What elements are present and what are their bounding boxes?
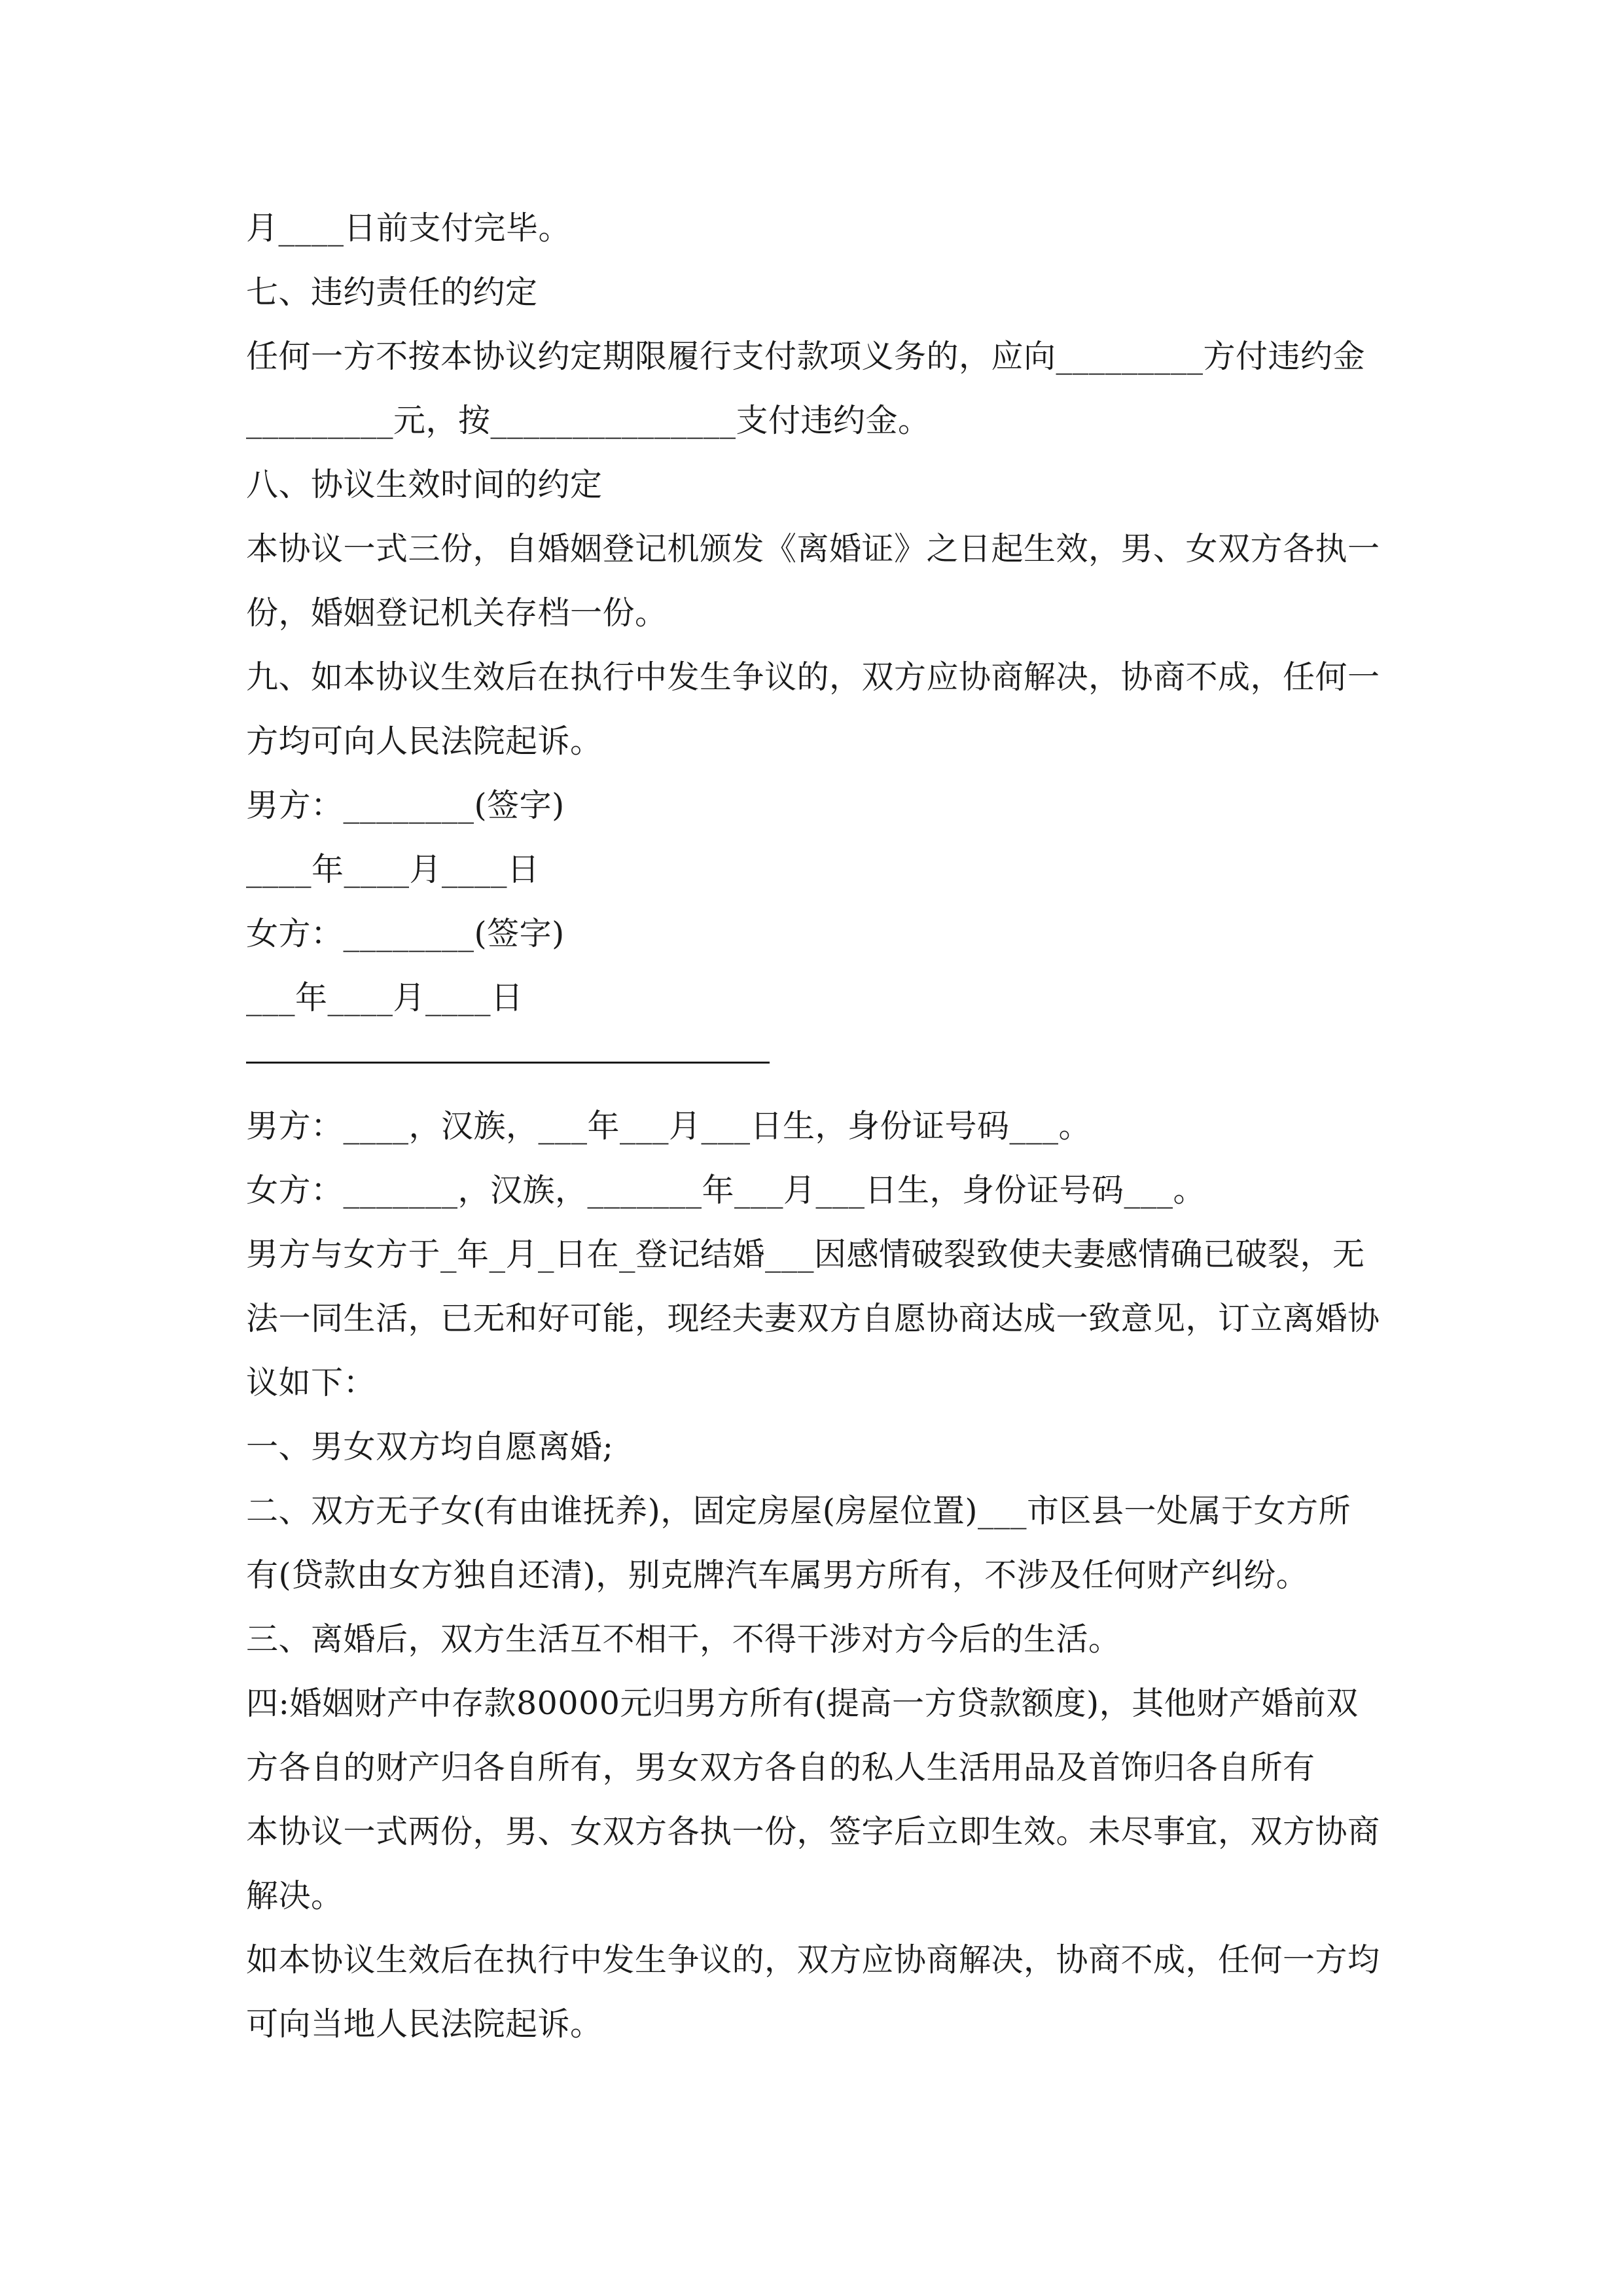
text-line: 议如下： xyxy=(246,1364,376,1401)
text-line: 方均可向人民法院起诉。 xyxy=(246,723,603,760)
section-heading: 八、协议生效时间的约定 xyxy=(246,466,603,503)
text-line: 方各自的财产归各自所有，男女双方各自的私人生活用品及首饰归各自所有 xyxy=(246,1749,1315,1786)
clause-line: 四:婚姻财产中存款80000元归男方所有(提高一方贷款额度)，其他财产婚前双 xyxy=(246,1685,1359,1722)
text-line: 本协议一式两份，男、女双方各执一份，签字后立即生效。未尽事宜，双方协商 xyxy=(246,1813,1380,1850)
text-line: 本协议一式三份，自婚姻登记机颁发《离婚证》之日起生效，男、女双方各执一 xyxy=(246,530,1380,567)
clause-line: 二、双方无子女(有由谁抚养)，固定房屋(房屋位置)___市区县一处属于女方所 xyxy=(246,1492,1351,1530)
text-line: 如本协议生效后在执行中发生争议的，双方应协商解决，协商不成，任何一方均 xyxy=(246,1941,1380,1979)
text-line: 有(贷款由女方独自还清)，别克牌汽车属男方所有，不涉及任何财产纠纷。 xyxy=(246,1556,1309,1594)
text-line: 可向当地人民法院起诉。 xyxy=(246,2005,603,2043)
female-date-line: ___年____月____日 xyxy=(246,979,524,1016)
clause-line: 三、离婚后，双方生活互不相干，不得干涉对方今后的生活。 xyxy=(246,1621,1121,1658)
text-line: 份，婚姻登记机关存档一份。 xyxy=(246,594,668,632)
text-line: _________元，按_______________支付违约金。 xyxy=(246,402,931,439)
text-line: 月____日前支付完毕。 xyxy=(246,209,571,247)
text-line: 九、如本协议生效后在执行中发生争议的，双方应协商解决，协商不成，任何一 xyxy=(246,658,1380,696)
male-info-line: 男方：____，汉族，___年___月___日生，身份证号码___。 xyxy=(246,1107,1092,1145)
document-page xyxy=(246,196,1378,2056)
text-line: 任何一方不按本协议约定期限履行支付款项义务的，应向_________方付违约金 xyxy=(246,338,1366,375)
text-line: 解决。 xyxy=(246,1877,344,1914)
male-signature-line: 男方：________(签字) xyxy=(246,787,565,824)
text-line: 法一同生活，已无和好可能，现经夫妻双方自愿协商达成一致意见，订立离婚协 xyxy=(246,1300,1380,1337)
text-line: 男方与女方于_年_月_日在_登记结婚___因感情破裂致使夫妻感情确已破裂，无 xyxy=(246,1236,1365,1273)
female-info-line: 女方：_______，汉族，_______年___月___日生，身份证号码___。 xyxy=(246,1172,1206,1209)
section-divider xyxy=(246,1030,770,1094)
clause-line: 一、男女双方均自愿离婚; xyxy=(246,1428,614,1465)
female-signature-line: 女方：________(签字) xyxy=(246,915,565,952)
section-heading: 七、违约责任的约定 xyxy=(246,274,538,311)
male-date-line: ____年____月____日 xyxy=(246,851,540,888)
